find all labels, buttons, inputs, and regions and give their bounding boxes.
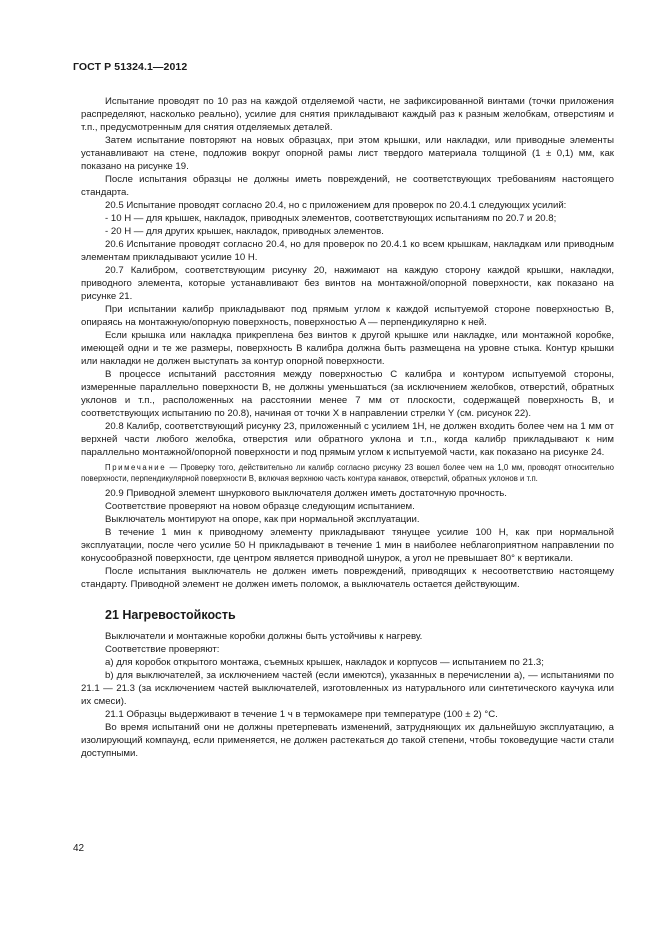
clause-20-8: 20.8 Калибр, соответствующий рисунку 23, приложенный с усилием 1Н, не должен входить более чем на 1 мм от верхней части любого желобка, отверстия или обратного уклона и т.п., когда калибр прикладывают к ним параллельно монтажной/опорной поверхности и под прямым углом к испытуемой части, как показано на рисунке 24. [81,421,614,458]
paragraph: Соответствие проверяют: [105,644,220,655]
clause-20-6: 20.6 Испытание проводят согласно 20.4, но для проверок по 20.4.1 ко всем крышкам, накладкам или приводным элементам прикладывают усилие 10 Н. [81,239,614,263]
paragraph: Если крышка или накладка прикреплена без винтов к другой крышке или накладке, или монтажной коробке, имеющей одни и те же размеры, поверхность B калибра должна быть размещена на уровне стыка. Контур крышки или накладки не должен выступать за контур опорной поверхности. [81,330,614,367]
paragraph: Затем испытание повторяют на новых образцах, при этом крышки, или накладки, или приводные элементы устанавливают на стене, подложив вокруг опорной рамы лист твердого материала толщиной (1 ± 0,1) мм, как показано на рисунке 19. [81,135,614,172]
paragraph: После испытания выключатель не должен иметь повреждений, приводящих к несоответствию настоящему стандарту. Приводной элемент не должен иметь поломок, а выключатель остается действующим. [81,566,614,590]
note [81,462,614,484]
section-title: 21 Нагревостойкость [105,608,236,622]
paragraph: Соответствие проверяют на новом образце следующим испытанием. [105,501,415,512]
paragraph: В течение 1 мин к приводному элементу прикладывают тянущее усилие 100 Н, как при нормальной эксплуатации, после чего усилие 50 Н прикладывают в течение 1 мин в наиболее неблагоприятном направлении по конусообразной поверхности, где центром является приводной шнурок, а угол не превышает 80° к вертикали. [81,527,614,564]
paragraph: Во время испытаний они не должны претерпевать изменений, затрудняющих их дальнейшую эксплуатацию, а изолирующий компаунд, если применяется, не должен растекаться до такой степени, чтобы токоведущие части стали доступными. [81,722,614,759]
paragraph: Выключатель монтируют на опоре, как при нормальной эксплуатации. [105,514,420,525]
document-body [81,95,614,760]
list-item: b) для выключателей, за исключением частей (если имеются), указанных в перечислении а), — испытаниями по 21.1 — 21.3 (за исключением частей выключателей, изготовленных из натурального или синтетического каучука или их смеси). [81,670,614,707]
paragraph: Выключатели и монтажные коробки должны быть устойчивы к нагреву. [105,631,423,642]
clause-20-9: 20.9 Приводной элемент шнуркового выключателя должен иметь достаточную прочность. [105,488,507,499]
clause-21-1: 21.1 Образцы выдерживают в течение 1 ч в термокамере при температуре (100 ± 2) °С. [105,709,498,720]
note-label: Примечание [105,463,167,472]
list-item: - 10 Н — для крышек, накладок, приводных элементов, соответствующих испытаниям по 20.7 и 20.8; [105,213,557,224]
list-item: а) для коробок открытого монтажа, съемных крышек, накладок и корпусов — испытанием по 21.3; [105,657,544,668]
list-item: - 20 Н — для других крышек, накладок, приводных элементов. [105,226,384,237]
paragraph: При испытании калибр прикладывают под прямым углом к каждой испытуемой стороне поверхностью B, опираясь на монтажную/опорную поверхность, поверхностью A — перпендикулярно к ней. [81,304,614,328]
paragraph: Испытание проводят по 10 раз на каждой отделяемой части, не зафиксированной винтами (точки приложения распределяют, насколько реально), усилие для снятия прикладывают каждый раз к разным желобкам, отверстиям и т.п., предусмотренным для снятия отделяемых деталей. [81,96,614,133]
document-header: ГОСТ Р 51324.1—2012 [73,61,188,73]
clause-20-7: 20.7 Калибром, соответствующим рисунку 20, нажимают на каждую сторону каждой крышки, накладки, приводного элемента, которые устанавливают без винтов на монтажной/опорной поверхности, как показано на рисунке 21. [81,265,614,302]
note-text: — Проверку того, действительно ли калибр согласно рисунку 23 вошел более чем на 1,0 мм, проводят относительно поверхности, перпендикулярной поверхности B, включая верхнюю часть контура канавок, отверстий, обратных уклонов и т.п. [81,463,614,483]
page-number: 42 [73,843,85,854]
paragraph: После испытания образцы не должны иметь повреждений, не соответствующих требованиям настоящего стандарта. [81,174,614,198]
clause-20-5: 20.5 Испытание проводят согласно 20.4, но с приложением для проверок по 20.4.1 следующих усилий: [105,200,567,211]
paragraph: В процессе испытаний расстояния между поверхностью C калибра и контуром испытуемой стороны, измеренные параллельно поверхности B, не должны уменьшаться (за исключением желобков, отверстий, обратных уклонов и т.п., расположенных на расстоянии менее 7 мм от плоскости, содержащей поверхность B, и соответствующих испытанию по 20.8), начиная от точки X в направлении стрелки Y (см. рисунок 22). [81,369,614,419]
